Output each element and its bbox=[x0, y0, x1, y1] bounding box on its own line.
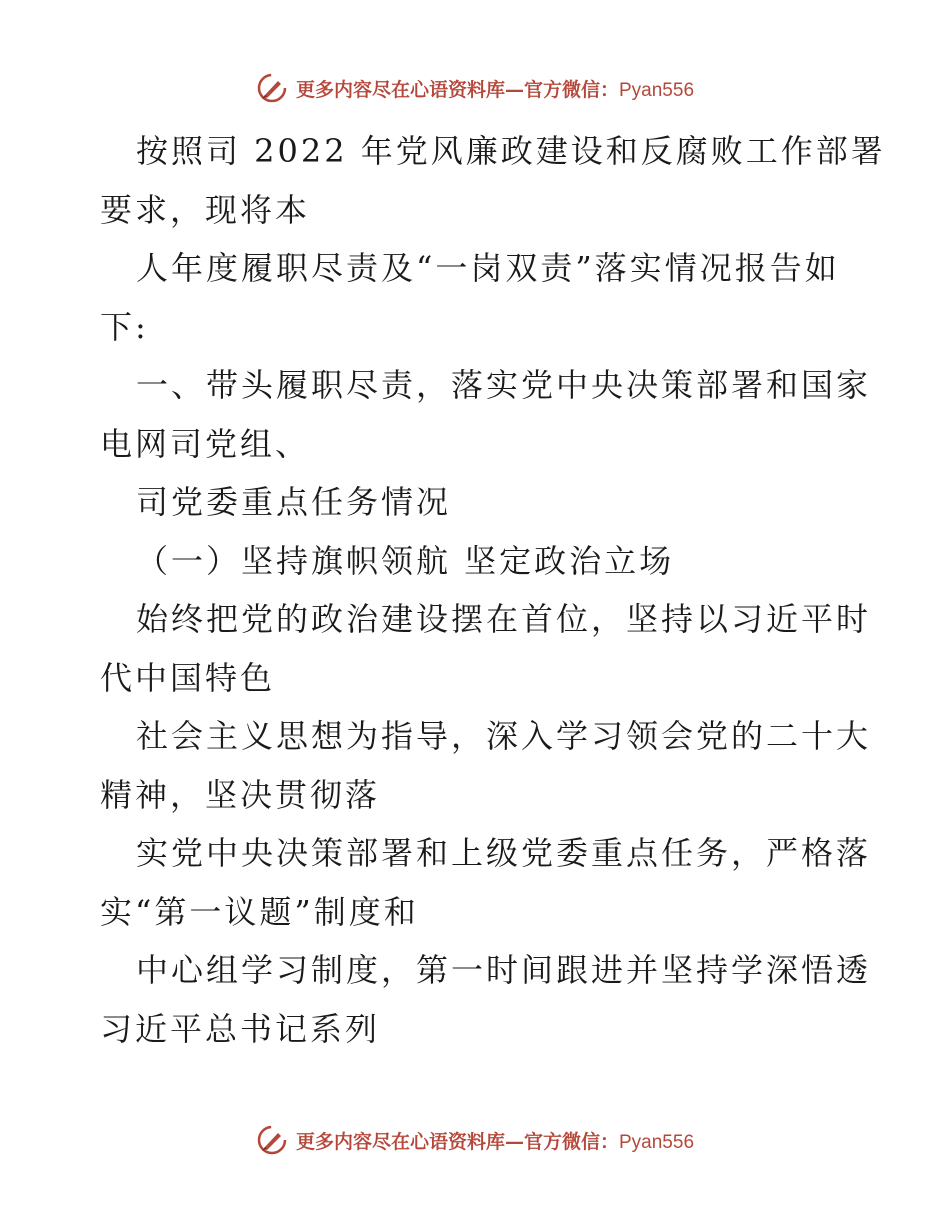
watermark-label: 更多内容尽在心语资料库—官方微信： bbox=[295, 1130, 619, 1153]
text-line: 代中国特色 bbox=[100, 658, 276, 697]
text-line: 一、带头履职尽责，落实党中央决策部署和国家 bbox=[136, 366, 872, 404]
watermark-label: 更多内容尽在心语资料库—官方微信： bbox=[295, 78, 619, 101]
quill-logo-icon bbox=[256, 1124, 288, 1156]
text-line: 实党中央决策部署和上级党委重点任务，严格落 bbox=[136, 834, 872, 872]
text-line: （一）坚持旗帜领航 坚定政治立场 bbox=[136, 541, 675, 580]
text-line: 精神，坚决贯彻落 bbox=[100, 775, 381, 814]
text-line: 社会主义思想为指导，深入学习领会党的二十大 bbox=[136, 717, 872, 755]
document-body bbox=[100, 122, 886, 1058]
text-line: 中心组学习制度，第一时间跟进并坚持学深悟透 bbox=[136, 951, 872, 989]
text-line: 要求，现将本 bbox=[100, 190, 311, 229]
text-line: 人年度履职尽责及“一岗双责”落实情况报告如 bbox=[136, 249, 840, 287]
footer-watermark bbox=[0, 1124, 950, 1156]
text-line: 下: bbox=[100, 307, 149, 346]
watermark-wechat-id: Pyan556 bbox=[619, 1131, 695, 1153]
text-line: 电网司党组、 bbox=[100, 424, 311, 463]
text-line: 习近平总书记系列 bbox=[100, 1009, 381, 1048]
text-line: 司党委重点任务情况 bbox=[136, 483, 452, 521]
text-line: 实“第一议题”制度和 bbox=[100, 892, 419, 931]
watermark-text bbox=[296, 1127, 694, 1154]
text-line: 按照司 2022 年党风廉政建设和反腐败工作部署 bbox=[136, 132, 886, 170]
watermark-wechat-id: Pyan556 bbox=[619, 79, 695, 101]
watermark-text bbox=[296, 75, 694, 102]
header-watermark bbox=[0, 72, 950, 104]
text-line: 始终把党的政治建设摆在首位，坚持以习近平时 bbox=[136, 600, 872, 638]
quill-logo-icon bbox=[256, 72, 288, 104]
